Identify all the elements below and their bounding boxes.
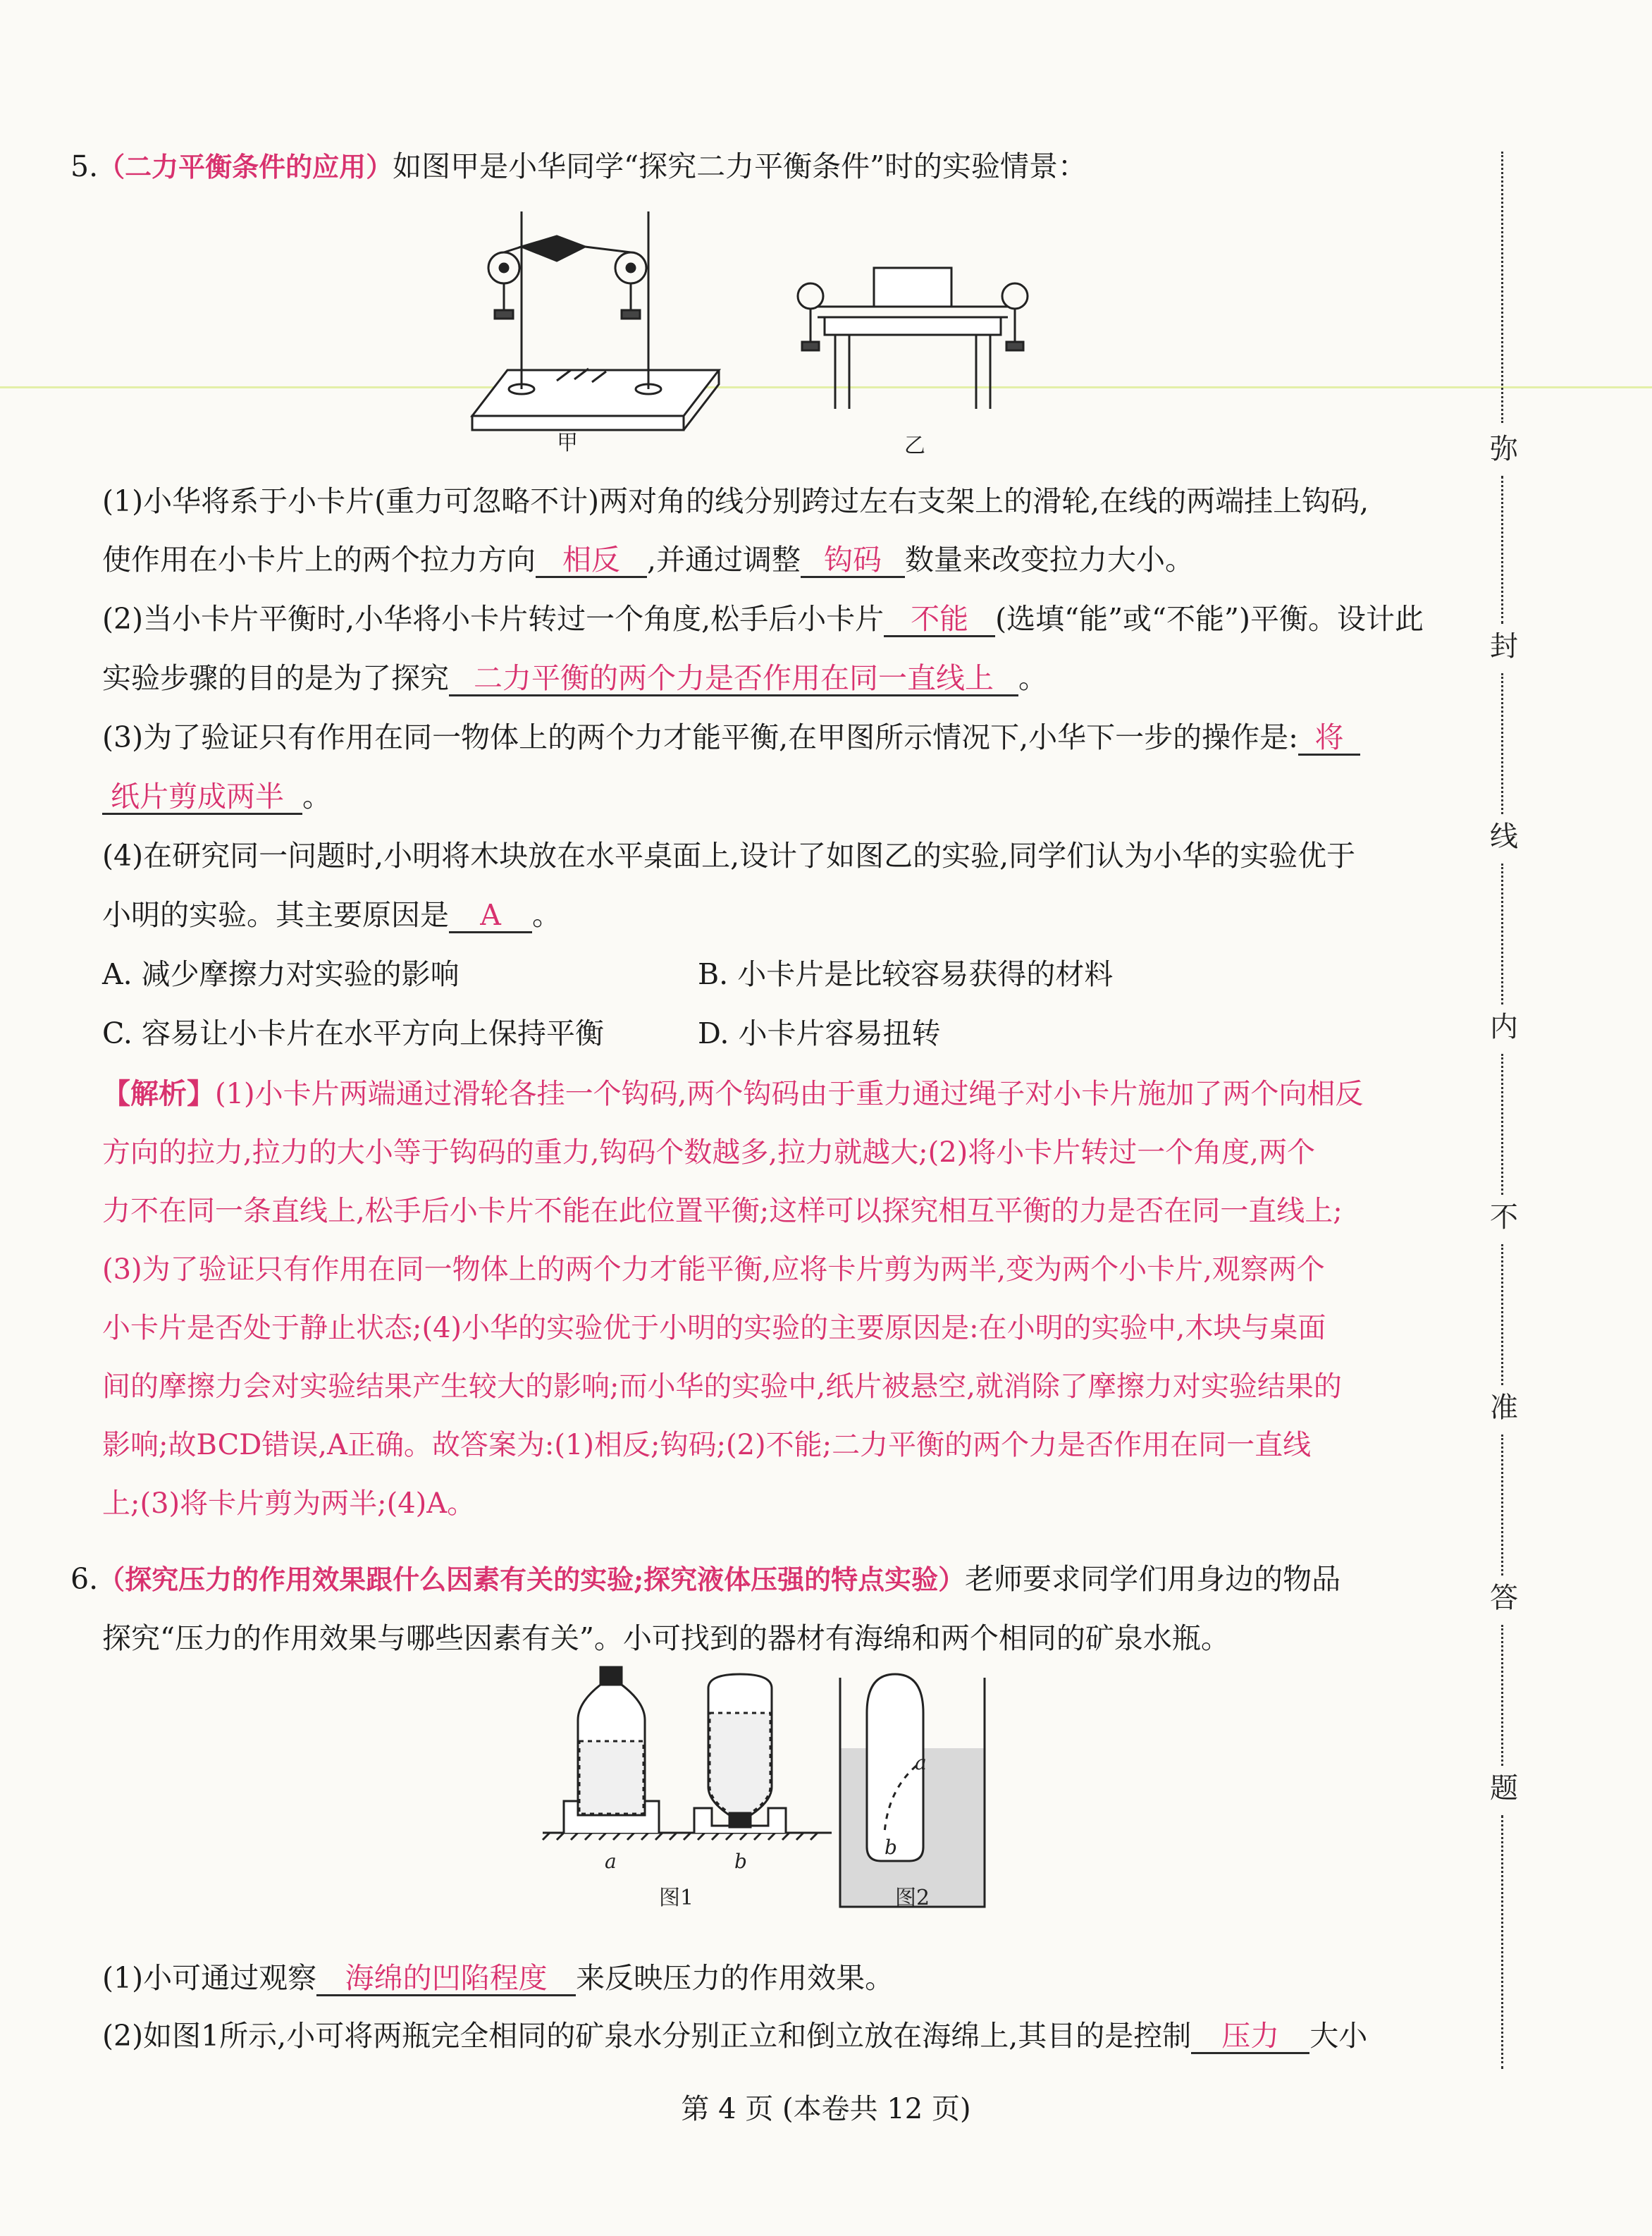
q5-tag: （二力平衡条件的应用） xyxy=(98,151,393,183)
q5-part4-line-a: (4)在研究同一问题时,小明将木块放在水平桌面上,设计了如图乙的实验,同学们认为小华的实验优于 xyxy=(102,839,1356,873)
q5-option-b: B. 小卡片是比较容易获得的材料 xyxy=(698,957,1114,991)
q5-part2-text-2: (选填“能”或“不能”)平衡。设计此 xyxy=(995,602,1424,636)
q6-part2-text-1: (2)如图1所示,小可将两瓶完全相同的矿泉水分别正立和倒立放在海绵上,其目的是控制 xyxy=(102,2019,1192,2053)
q5-part1-line-b xyxy=(102,541,1194,578)
binding-line-segment xyxy=(1501,1815,1503,2069)
binding-char-1: 弥 xyxy=(1490,433,1518,465)
q6-stem-a: 老师要求同学们用身边的物品 xyxy=(965,1562,1341,1596)
q5-part2-text-3: 实验步骤的目的是为了探究 xyxy=(102,661,449,695)
q6-part1-answer: 海绵的凹陷程度 xyxy=(316,1962,576,1996)
binding-line-segment xyxy=(1501,673,1503,814)
binding-line-segment xyxy=(1501,152,1503,423)
q6-tag: （探究压力的作用效果跟什么因素有关的实验;探究液体压强的特点实验） xyxy=(98,1564,966,1595)
binding-char-2: 封 xyxy=(1490,630,1518,663)
binding-line-segment xyxy=(1501,1435,1503,1575)
q5-analysis-line-6: 间的摩擦力会对实验结果产生较大的影响;而小华的实验中,纸片被悬空,就消除了摩擦力对实验结果的 xyxy=(102,1370,1342,1403)
figure-yi-label: 乙 xyxy=(904,434,925,458)
figure2-point-b: b xyxy=(884,1836,897,1859)
figure2-container xyxy=(840,1674,985,1907)
q6-number: 6. xyxy=(70,1562,99,1596)
q5-part2-line-b xyxy=(102,660,1047,696)
q5-part1-text-1: 使作用在小卡片上的两个拉力方向 xyxy=(102,543,536,577)
q5-analysis-line-3: 力不在同一条直线上,松手后小卡片不能在此位置平衡;这样可以探究相互平衡的力是否在同一直线上; xyxy=(102,1195,1343,1227)
q5-part1-answer-2: 钩码 xyxy=(801,543,905,578)
q5-option-a: A. 减少摩擦力对实验的影响 xyxy=(102,957,460,991)
q5-option-d: D. 小卡片容易扭转 xyxy=(698,1016,941,1050)
binding-char-6: 准 xyxy=(1490,1392,1518,1424)
analysis-label: 【解析】 xyxy=(102,1077,215,1110)
q5-analysis-line-8: 上;(3)将卡片剪为两半;(4)A。 xyxy=(102,1487,476,1520)
q5-part4-answer: A xyxy=(449,899,532,933)
q5-figure xyxy=(451,197,1156,465)
q5-part1-answer-1: 相反 xyxy=(536,543,647,578)
q6-stem-b: 探究“压力的作用效果与哪些因素有关”。小可找到的器材有海绵和两个相同的矿泉水瓶。 xyxy=(102,1621,1230,1655)
q6-part1-line xyxy=(102,1960,894,1996)
figure-yi-apparatus xyxy=(798,268,1028,409)
q5-part2-answer-2: 二力平衡的两个力是否作用在同一直线上 xyxy=(449,662,1018,696)
q6-part1-text-2: 来反映压力的作用效果。 xyxy=(576,1961,894,1995)
binding-line-segment xyxy=(1501,1054,1503,1195)
q5-part3-text-1: (3)为了验证只有作用在同一物体上的两个力才能平衡,在甲图所示情况下,小华下一步的操作是: xyxy=(102,720,1298,754)
q5-part2-line-a xyxy=(102,601,1424,637)
q5-part3-answer-a: 将 xyxy=(1298,721,1360,756)
q6-figure xyxy=(536,1664,1001,1946)
binding-char-5: 不 xyxy=(1490,1201,1518,1234)
q5-analysis-line-5: 小卡片是否处于静止状态;(4)小华的实验优于小明的实验的主要原因是:在小明的实验中,木块与桌面 xyxy=(102,1312,1326,1344)
binding-line-segment xyxy=(1501,1625,1503,1766)
binding-line-segment xyxy=(1501,1244,1503,1385)
q6-part1-text-1: (1)小可通过观察 xyxy=(102,1961,317,1995)
q5-analysis-line-2: 方向的拉力,拉力的大小等于钩码的重力,钩码个数越多,拉力就越大;(2)将小卡片转过一个角度,两个 xyxy=(102,1136,1315,1169)
page-footer: 第 4 页 (本卷共 12 页) xyxy=(681,2093,971,2125)
q5-part1-text-3: 数量来改变拉力大小。 xyxy=(905,543,1195,577)
binding-char-7: 答 xyxy=(1490,1582,1518,1614)
figure-jia-apparatus xyxy=(472,211,719,430)
q5-part3-line-b xyxy=(102,778,331,815)
q5-stem: 如图甲是小华同学“探究二力平衡条件”时的实验情景： xyxy=(393,149,1087,183)
q5-analysis-line-1 xyxy=(102,1076,1363,1112)
q5-header xyxy=(70,148,1087,185)
q5-part3-line-a xyxy=(102,719,1360,756)
q5-analysis-line-7: 影响;故BCD错误,A正确。故答案为:(1)相反;钩码;(2)不能;二力平衡的两个力是否作用在同一直线 xyxy=(102,1429,1312,1461)
q5-part4-text-1: 小明的实验。其主要原因是 xyxy=(102,898,449,932)
figure1-label-a: a xyxy=(605,1850,617,1873)
binding-line-segment xyxy=(1501,476,1503,624)
binding-char-8: 题 xyxy=(1490,1772,1518,1805)
q5-part2-text-1: (2)当小卡片平衡时,小华将小卡片转过一个角度,松手后小卡片 xyxy=(102,602,884,636)
analysis-text-1: (1)小卡片两端通过滑轮各挂一个钩码,两个钩码由于重力通过绳子对小卡片施加了两个向相反 xyxy=(215,1078,1364,1110)
q5-number: 5. xyxy=(70,149,99,183)
binding-char-3: 线 xyxy=(1490,821,1518,853)
q6-part2-answer: 压力 xyxy=(1191,2020,1309,2054)
q5-analysis-line-4: (3)为了验证只有作用在同一物体上的两个力才能平衡,应将卡片剪为两半,变为两个小卡片,观察两个 xyxy=(102,1253,1325,1286)
figure2-caption: 图2 xyxy=(895,1886,930,1910)
q6-part2-line xyxy=(102,2017,1367,2054)
q6-part2-text-2: 大小 xyxy=(1309,2019,1368,2053)
binding-char-4: 内 xyxy=(1490,1011,1518,1043)
figure-jia-label: 甲 xyxy=(557,431,578,455)
binding-line-segment xyxy=(1501,864,1503,1005)
q5-option-c: C. 容易让小卡片在水平方向上保持平衡 xyxy=(102,1016,604,1050)
q5-part2-text-4: 。 xyxy=(1018,661,1047,695)
figure1-caption: 图1 xyxy=(659,1886,694,1910)
q5-part2-answer-1: 不能 xyxy=(884,603,995,637)
figure1-label-b: b xyxy=(734,1850,747,1873)
q5-part3-answer-b: 纸片剪成两半 xyxy=(102,780,302,815)
q5-part3-text-2: 。 xyxy=(302,780,331,813)
figure1-bottles xyxy=(543,1667,832,1840)
q5-part1-line-a: (1)小华将系于小卡片(重力可忽略不计)两对角的线分别跨过左右支架上的滑轮,在线的两端挂上钩码, xyxy=(102,484,1369,518)
q5-part1-text-2: ,并通过调整 xyxy=(647,543,801,577)
q5-part4-text-2: 。 xyxy=(532,898,561,932)
q6-header xyxy=(70,1561,1340,1598)
figure2-point-a: a xyxy=(915,1751,927,1774)
q5-part4-line-b xyxy=(102,897,561,933)
